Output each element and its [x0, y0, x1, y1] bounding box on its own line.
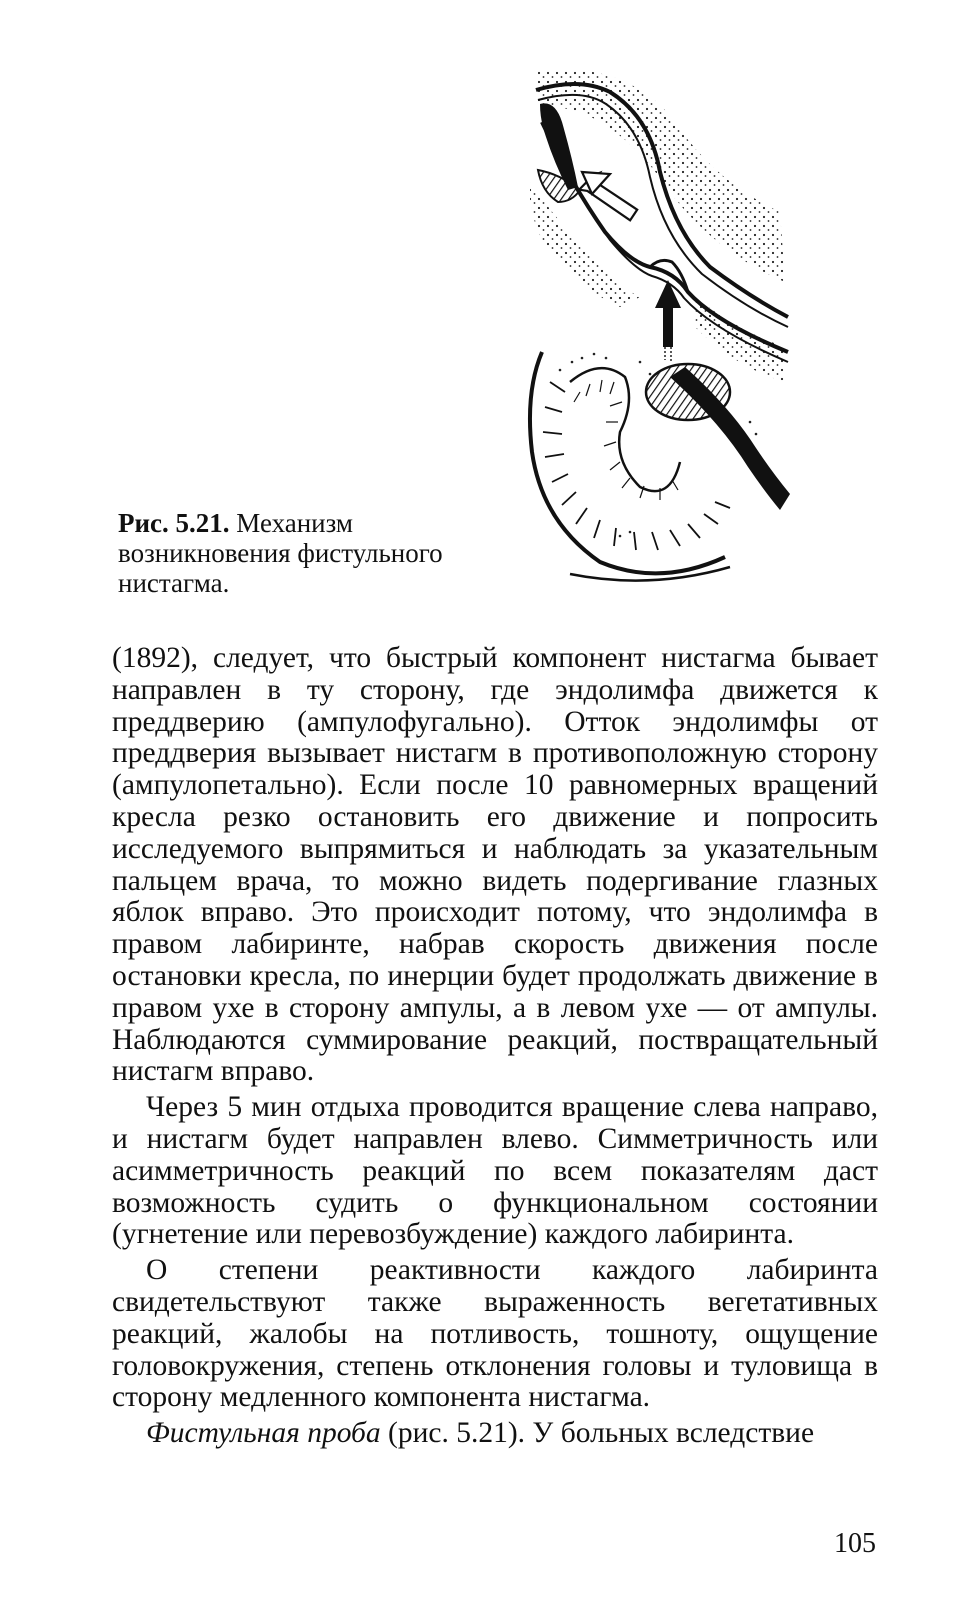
paragraph-2: Через 5 мин отдыха проводится вращение слева направо, и нистагм будет направлен влево. Симметричность или асимметричность реакций по всем показателям даст возможность судить о функциональном состоянии (угнетение или перевозбуждение) каждого лабиринта.	[112, 1091, 878, 1251]
caption-label: Рис. 5.21.	[118, 508, 230, 538]
paragraph-4-text: (рис. 5.21). У больных вследствие	[380, 1417, 815, 1450]
fistula-test-term: Фистульная проба	[146, 1417, 381, 1450]
paragraph-1: (1892), следует, что быстрый компонент нистагма бывает направлен в ту сторону, где эндолимфа движется к преддверию (ампулофугально). Отток эндолимфы от преддверия вызывает нистагм в противоположную сторону (ампулопетально). Если после 10 равномерных вращений кресла резко остановить его движение и попросить исследуемого выпрямиться и наблюдать за указательным пальцем врача, то можно видеть подергивание глазных яблок вправо. Это происходит потому, что эндолимфа в правом лабиринте, набрав скорость движения после остановки кресла, по инерции будет продолжать движение в правом ухе в сторону ампулы, а в левом ухе — от ампулы. Наблюдаются суммирование реакций, поствращательный нистагм вправо.	[112, 642, 878, 1088]
paragraph-4	[112, 1418, 878, 1450]
fistula-nystagmus-figure	[510, 62, 800, 610]
body-text	[112, 643, 878, 1450]
figure-caption	[118, 508, 458, 598]
caption-text: Механизм возникновения фистульного нистагма.	[118, 508, 443, 598]
paragraph-3: О степени реактивности каждого лабиринта свидетельствуют также выраженность вегетативных реакций, жалобы на потливость, тошноту, ощущение головокружения, степень отклонения головы и туловища в сторону медленного компонента нистагма.	[112, 1254, 878, 1414]
page-number: 105	[834, 1528, 876, 1559]
